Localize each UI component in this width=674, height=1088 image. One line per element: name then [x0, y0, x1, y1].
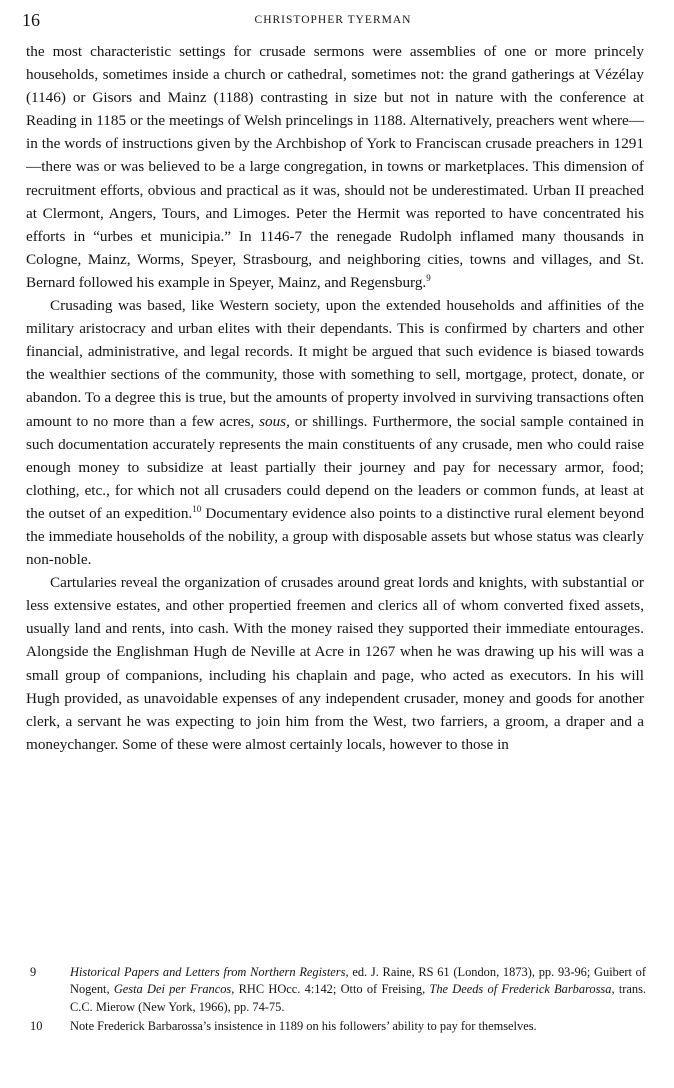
paragraph-3-text: Cartularies reveal the organization of crusades around great lords and knights, with substantial or less extensive estates, and other propertied freemen and clerics all of whom converted fixed assets, usually land and rents, into cash. With the money raised they supported their immediate entourages. Alongside the Englishman Hugh de Neville at Acre in 1267 when he was drawing up his will was a small group of companions, including his chaplain and page, who acted as executors. In his will Hugh provided, as unavoidable expenses of any independent crusader, money and goods for another clerk, a servant he was expecting to join him from the West, two farriers, a groom, a draper and a moneychanger. Some of these were almost certainly locals, however to those in [26, 574, 644, 753]
footnote-title: Historical Papers and Letters from Northern Registers [70, 965, 346, 979]
footnote-ref-10[interactable]: 10 [192, 503, 202, 514]
paragraph-2-text-a: Crusading was based, like Western society, upon the extended households and affinities of the military aristocracy and urban elites with their dependants. This is confirmed by charters and other financial, administrative, and legal records. It might be argued that such evidence is biased towards the wealthier sections of the community, those with something to sell, mortgage, protect, donate, or abandon. To a degree this is true, but the amounts of property involved in surviving transactions often amount to no more than a few acres, [26, 297, 644, 430]
page-header [22, 9, 644, 31]
running-head: CHRISTOPHER TYERMAN [254, 14, 412, 26]
footnote-text-part: , trans. C.C. Mierow (New York, 1966), pp. 74-75. [70, 982, 647, 1014]
footnote-10 [20, 1018, 646, 1035]
paragraph-2-italic-sous: sous, [259, 412, 290, 430]
footnote-number: 10 [30, 1019, 43, 1034]
paragraph-1 [26, 40, 644, 294]
footnote-title: Gesta Dei per Francos [113, 982, 232, 997]
paragraph-1-text: the most characteristic settings for crusade sermons were assemblies of one or more princely households, sometimes inside a church or cathedral, sometimes not: the grand gatherings at Vézélay (1146) or Gisors and Mainz (1188) contrasting in size but not in nature with the conference at Reading in 1185 or the meetings of Welsh princelings in 1188. Alternatively, preachers went where—in the words of instructions given by the Archbishop of York to Franciscan crusade preachers in 1291—there was or was believed to be a large congregation, in towns or marketplaces. This dimension of recruitment efforts, obvious and practical as it was, should not be underestimated. Urban II preached at Clermont, Angers, Tours, and Limoges. Peter the Hermit was reported to have concentrated his efforts in “urbes et municipia.” In 1146-7 the renegade Rudolph inflamed many thousands in Cologne, Mainz, Worms, Speyer, Strasbourg, and neighboring cities, towns and villages, and St. Bernard followed his example in Speyer, Mainz, and Regensburg. [26, 43, 644, 291]
paragraph-2-text-c: Documentary evidence also points to a distinctive rural element beyond the immediate households of the nobility, a group with disposable assets but whose status was clearly non-noble. [26, 504, 644, 569]
footnote-text-part: , ed. J. Raine, RS 61 (London, 1873), pp. 93-96; Guibert of Nogent, [70, 965, 646, 997]
footnote-text-part: , RHC HOcc. 4:142; Otto of Freising, [231, 982, 430, 997]
footnote-number: 9 [30, 965, 37, 979]
footnote-title: The Deeds of Frederick Barbarossa [429, 982, 612, 997]
paragraph-2-text-b: or shillings. Furthermore, the social sample contained in such documentation accurately represents the main constituents of any crusade, men who could raise enough money to subsidize at least partially their journey and pay for necessary armor, food; clothing, etc., for which not all crusaders could depend on the leaders or common funds, at least at the outset of an expedition. [26, 412, 645, 522]
footnote-ref-9[interactable]: 9 [426, 272, 431, 283]
footnote-text: Note Frederick Barbarossa’s insistence in 1189 on his followers’ ability to pay for themselves. [70, 1019, 537, 1034]
paragraph-3 [26, 571, 644, 756]
page-number: 16 [22, 10, 40, 30]
footnote-9 [20, 964, 646, 1016]
paragraph-2 [26, 294, 644, 571]
footnotes [20, 964, 646, 1036]
footnote-text [70, 964, 646, 1016]
body-text [26, 40, 644, 756]
